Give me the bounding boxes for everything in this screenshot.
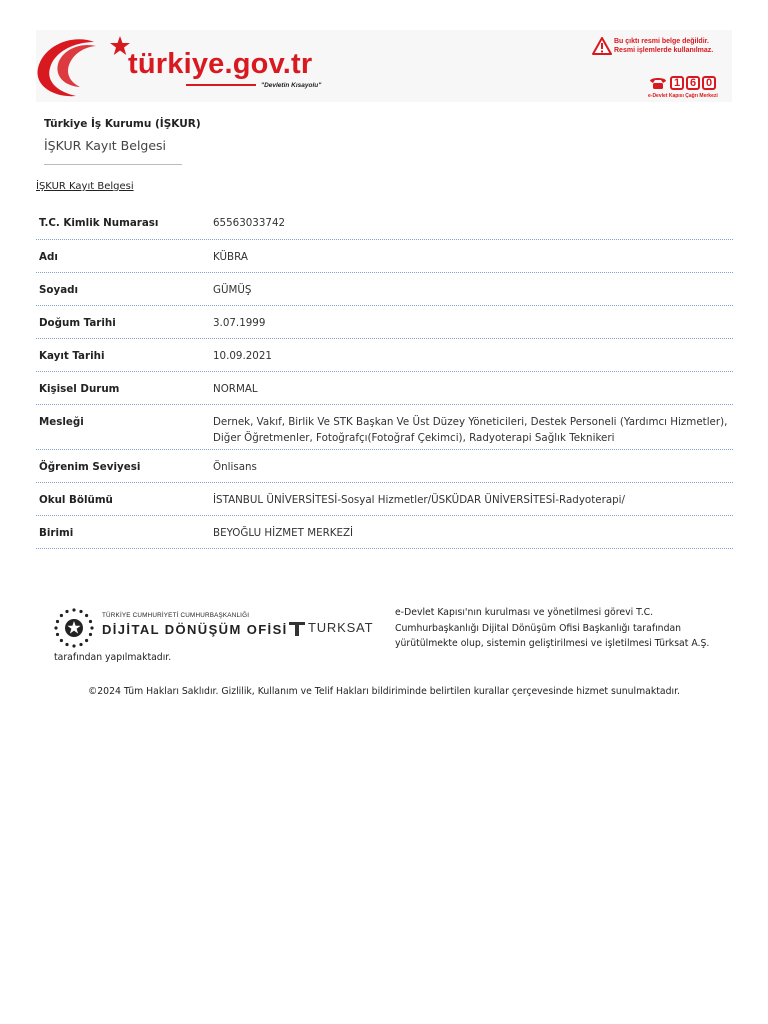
call-center-160[interactable] — [648, 76, 728, 98]
row-value: Dernek, Vakıf, Birlik Ve STK Başkan Ve Üst Düzey Yöneticileri, Destek Personeli (Yardımcı Hizmetler), Diğer Öğretmenler, Fotoğrafçı(Fotoğraf Çekimci), Radyoterapi Sağlık Teknikeri — [213, 416, 728, 444]
row-value: NORMAL — [213, 383, 258, 395]
copyright-notice: ©2024 Tüm Hakları Saklıdır. Gizlilik, Kullanım ve Telif Hakları bildiriminde belirtilen kurallar çerçevesinde hizmet sunulmaktadır. — [87, 686, 681, 697]
row-label: Mesleği — [39, 416, 84, 428]
row-value: İSTANBUL ÜNİVERSİTESİ-Sosyal Hizmetler/ÜSKÜDAR ÜNİVERSİTESİ-Radyoterapi/ — [213, 494, 625, 506]
row-label: Birimi — [39, 527, 74, 539]
logo-slogan: "Devletin Kısayolu" — [261, 82, 322, 89]
table-row — [36, 206, 733, 240]
table-row — [36, 273, 733, 306]
call-center-digit: 6 — [686, 76, 700, 90]
table-row — [36, 240, 733, 273]
table-row — [36, 372, 733, 405]
crescent-star-icon — [36, 30, 136, 102]
row-value: 65563033742 — [213, 217, 286, 229]
ddo-subtitle: TÜRKİYE CUMHURİYETİ CUMHURBAŞKANLIĞI — [102, 612, 250, 619]
title-divider — [44, 164, 182, 165]
warning-icon — [592, 37, 612, 55]
row-label: Kayıt Tarihi — [39, 350, 105, 362]
row-label: Okul Bölümü — [39, 494, 113, 506]
table-row — [36, 450, 733, 483]
row-label: Kişisel Durum — [39, 383, 120, 395]
footer-logos — [54, 604, 384, 652]
table-row — [36, 483, 733, 516]
registration-table — [36, 206, 733, 549]
turksat-logo-text: TURKSAT — [308, 620, 374, 635]
footer-description: e-Devlet Kapısı'nın kurulması ve yönetilmesi görevi T.C. Cumhurbaşkanlığı Dijital Dönüşüm Ofisi Başkanlığı tarafından yürütülmekte olup, sistemin geliştirilmesi ve işletilmesi Türksat A.Ş. — [395, 607, 710, 649]
turkiye-gov-logo[interactable] — [36, 30, 356, 102]
warning-line-1: Bu çıktı resmi belge değildir. — [614, 38, 709, 45]
table-row — [36, 339, 733, 372]
row-label: Soyadı — [39, 284, 79, 296]
row-value: 10.09.2021 — [213, 350, 272, 362]
table-row — [36, 405, 733, 450]
row-value: Önlisans — [213, 461, 257, 473]
call-center-digit: 0 — [702, 76, 716, 90]
not-official-warning — [592, 35, 752, 59]
table-row — [36, 516, 733, 549]
warning-line-2: Resmi işlemlerde kullanılmaz. — [614, 46, 714, 54]
ddo-title: DİJİTAL DÖNÜŞÜM OFİSİ — [102, 622, 288, 637]
row-value: BEYOĞLU HİZMET MERKEZİ — [213, 527, 354, 539]
section-link[interactable]: İŞKUR Kayıt Belgesi — [36, 181, 134, 192]
call-center-caption: e-Devlet Kapısı Çağrı Merkezi — [648, 93, 718, 99]
document-title: İŞKUR Kayıt Belgesi — [44, 138, 167, 153]
organization-name: Türkiye İş Kurumu (İŞKUR) — [44, 118, 201, 130]
row-label: Öğrenim Seviyesi — [39, 461, 141, 473]
row-value: GÜMÜŞ — [213, 284, 252, 296]
footer-description-tail: tarafından yapılmaktadır. — [54, 652, 172, 663]
page-header — [36, 30, 732, 102]
row-value: KÜBRA — [213, 251, 248, 263]
row-label: T.C. Kimlik Numarası — [39, 217, 159, 229]
presidency-emblem-icon — [54, 606, 94, 650]
row-label: Adı — [39, 251, 58, 263]
call-center-digit: 1 — [670, 76, 684, 90]
row-label: Doğum Tarihi — [39, 317, 116, 329]
turksat-logo-icon — [289, 622, 307, 636]
row-value: 3.07.1999 — [213, 317, 266, 329]
logo-text: türkiye.gov.tr — [128, 48, 313, 80]
table-row — [36, 306, 733, 339]
phone-icon — [648, 76, 668, 90]
